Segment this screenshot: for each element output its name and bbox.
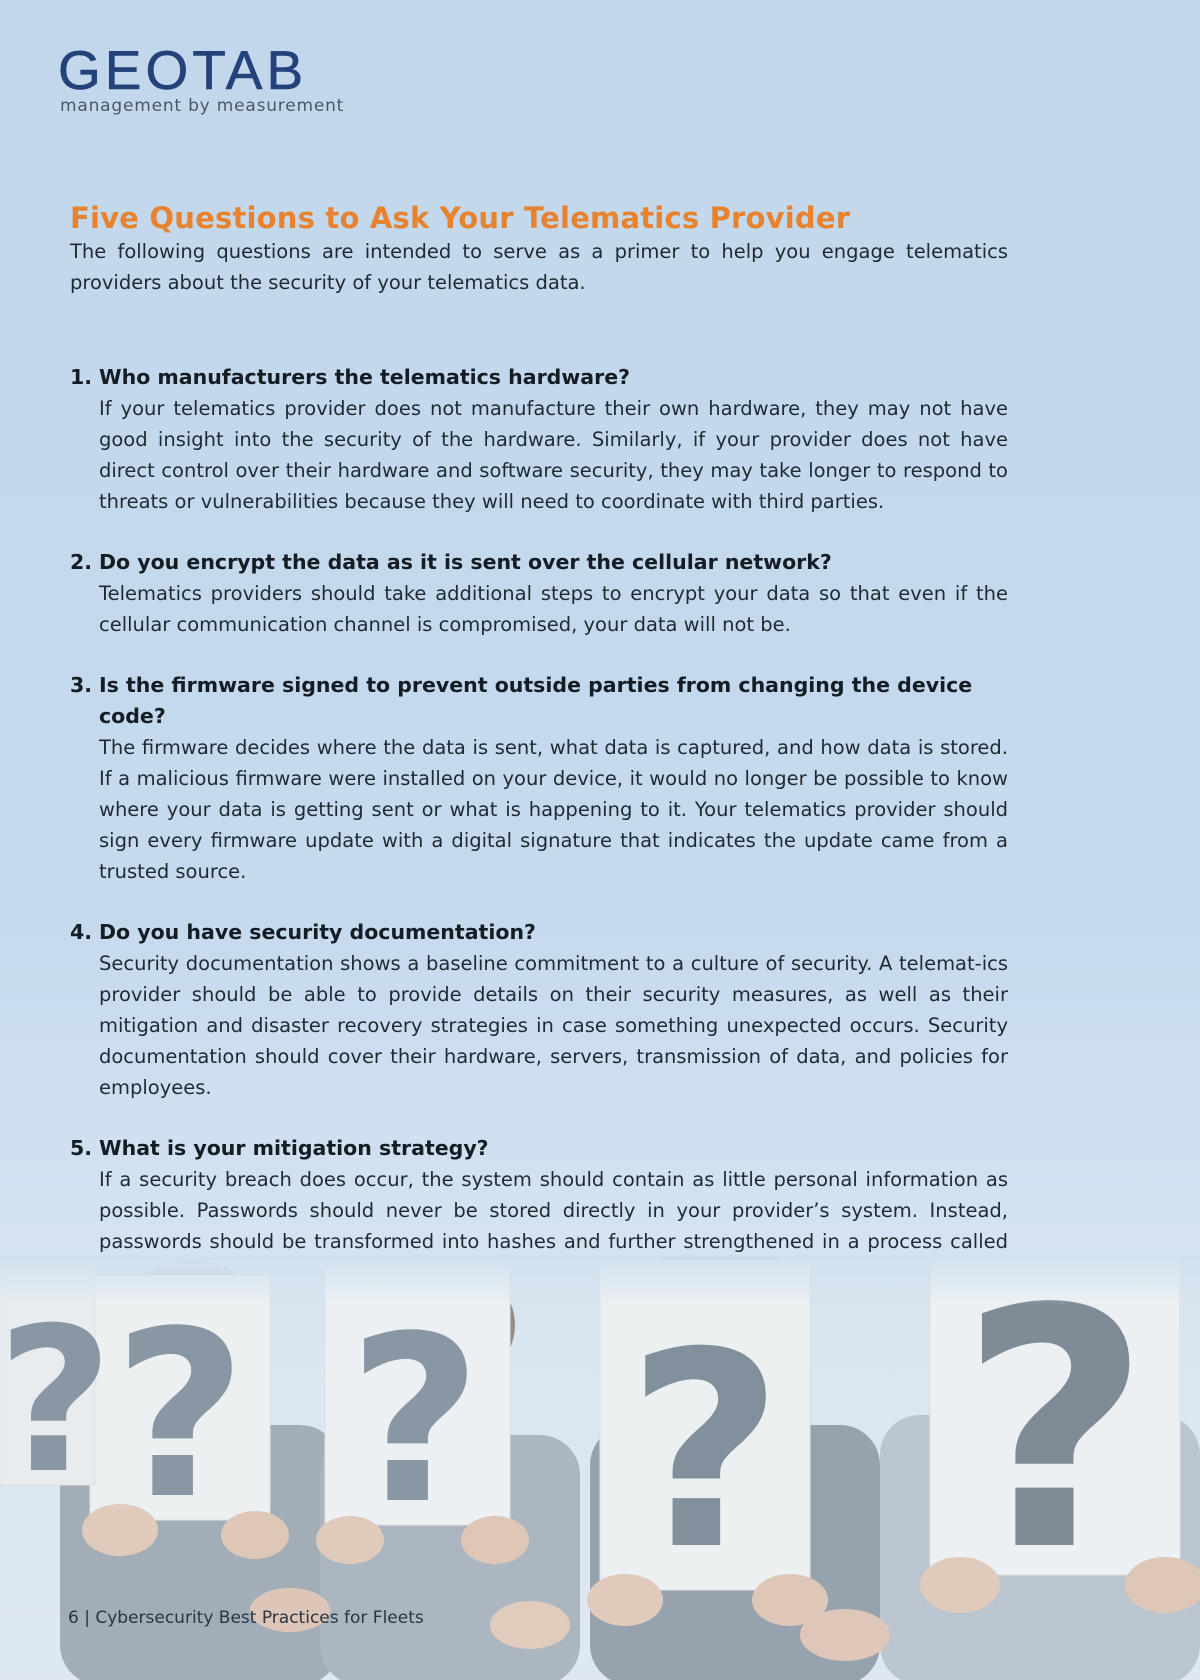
- question-item: [70, 362, 1008, 517]
- intro-paragraph: The following questions are intended to serve as a primer to help you engage telematics providers about the security of your telematics data.: [70, 240, 1008, 294]
- question-item: [70, 670, 1008, 887]
- question-title: What is your mitigation strategy?: [99, 1136, 489, 1160]
- question-list: [70, 362, 1008, 1288]
- question-heading: [70, 917, 1008, 948]
- question-answer: Security documentation shows a baseline commitment to a culture of security. A telemat-ics provider should be able to provide details on their security measures, as well as their mitigation and disaster recovery strategies in case something unexpected occurs. Security documentation should cover their hardware, servers, transmission of data, and policies for employees.: [99, 952, 1008, 1099]
- page-footer: 6 | Cybersecurity Best Practices for Fleets: [68, 1608, 424, 1628]
- question-title: Do you have security documentation?: [99, 920, 536, 944]
- question-answer: The firmware decides where the data is sent, what data is captured, and how data is stored. If a malicious firmware were installed on your device, it would no longer be possible to know where your data is getting sent or what is happening to it. Your telematics provider should sign every firmware update with a digital signature that indicates the update came from a trusted source.: [99, 736, 1008, 883]
- logo-tagline: management by measurement: [60, 96, 345, 116]
- question-title: Do you encrypt the data as it is sent over the cellular network?: [99, 550, 832, 574]
- logo-wordmark: GEOTAB: [58, 39, 308, 101]
- question-title: Who manufacturers the telematics hardware?: [99, 365, 631, 389]
- question-heading: [70, 1133, 1008, 1164]
- question-number: 2.: [70, 550, 93, 574]
- main-content: [70, 200, 1008, 1318]
- question-number: 5.: [70, 1136, 93, 1160]
- question-number: 1.: [70, 365, 93, 389]
- question-number: 3.: [70, 673, 93, 697]
- question-title: Is the firmware signed to prevent outside parties from changing the device code?: [99, 673, 973, 728]
- geotab-logo: [58, 39, 345, 116]
- question-answer: If your telematics provider does not manufacture their own hardware, they may not have good insight into the security of the hardware. Similarly, if your provider does not have direct control over their hardware and software security, they may take longer to respond to threats or vulnerabilities because they will need to coordinate with third parties.: [99, 397, 1008, 513]
- page-title: Five Questions to Ask Your Telematics Provider: [70, 201, 851, 235]
- question-answer: Telematics providers should take additional steps to encrypt your data so that even if the cellular communication channel is compromised, your data will not be.: [99, 582, 1008, 636]
- question-number: 4.: [70, 920, 93, 944]
- question-answer: If a security breach does occur, the system should contain as little personal information as possible. Passwords should never be stored directly in your provider’s system. Instead, passwords should be transformed into hashes and further strengthened in a process called: [99, 1168, 1008, 1253]
- question-heading: [70, 362, 1008, 393]
- question-item: [70, 547, 1008, 640]
- question-heading: [70, 670, 1008, 732]
- question-heading: [70, 547, 1008, 578]
- question-item: [70, 917, 1008, 1103]
